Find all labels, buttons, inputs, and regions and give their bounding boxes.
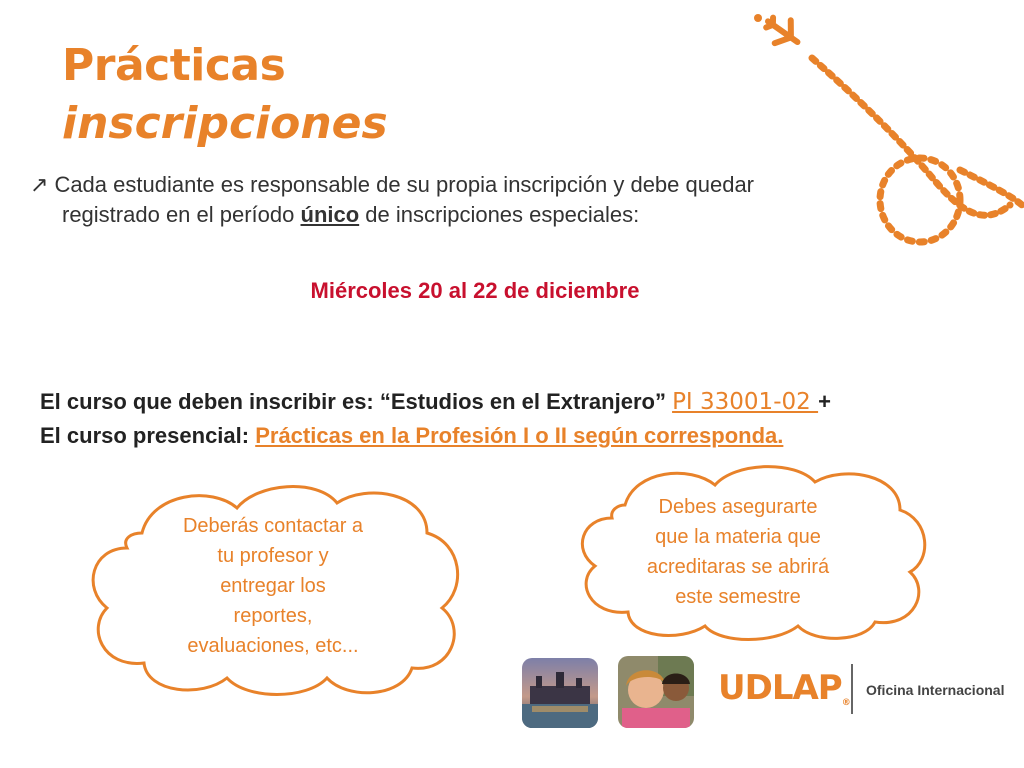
cloud-right-line: Debes asegurarte [658,496,818,518]
course-presential-label: El curso presencial: [40,423,256,448]
course-info [40,385,831,453]
logo-divider [851,664,853,714]
bullet-text-line2-start: registrado en el período [62,202,301,227]
cloud-right-line: que la materia que [655,526,821,548]
bullet-paragraph [30,170,890,230]
cloud-left-line: Deberás contactar a [182,515,364,537]
bullet-text-line1: Cada estudiante es responsable de su propia inscripción y debe quedar [54,172,755,197]
cloud-left-line: evaluaciones, etc... [187,635,359,657]
arrow-northeast-icon: ↗ [30,172,49,197]
cloud-left-text [142,511,404,661]
cloud-left-line: entregar los [220,575,326,597]
cloud-right-line: este semestre [675,586,801,608]
cloud-left-line: reportes, [233,605,313,627]
udlap-logo [718,668,850,708]
logo-registered-mark: ® [841,698,850,708]
practicas-link[interactable]: Prácticas en la Profesión I o II según corresponda. [255,423,784,448]
students-photo [618,656,694,728]
bullet-text-line2 [30,200,890,230]
dotted-loop [880,158,960,242]
course-code-link[interactable]: PI 33001-02 [672,389,819,415]
page-subtitle: inscripciones [62,98,388,149]
cloud-right-line: acreditaras se abrirá [646,556,830,578]
registration-date: Miércoles 20 al 22 de diciembre [310,278,640,303]
course-line-2 [40,419,831,453]
castle-photo [522,658,598,728]
office-name: Oficina Internacional [866,682,1005,698]
course-line-1 [40,385,831,419]
cloud-right-text [620,492,856,612]
bullet-text-line2-end: de inscripciones especiales: [359,202,640,227]
cloud-left-line: tu profesor y [217,545,329,567]
course-plus: + [818,389,831,414]
plane-icon [760,10,806,54]
emphasis-unico: único [300,202,360,227]
course-label: El curso que deben inscribir es: “Estudios en el Extranjero” [40,389,673,414]
logo-text: UDLAP [718,668,842,708]
page-title: Prácticas [62,40,286,91]
